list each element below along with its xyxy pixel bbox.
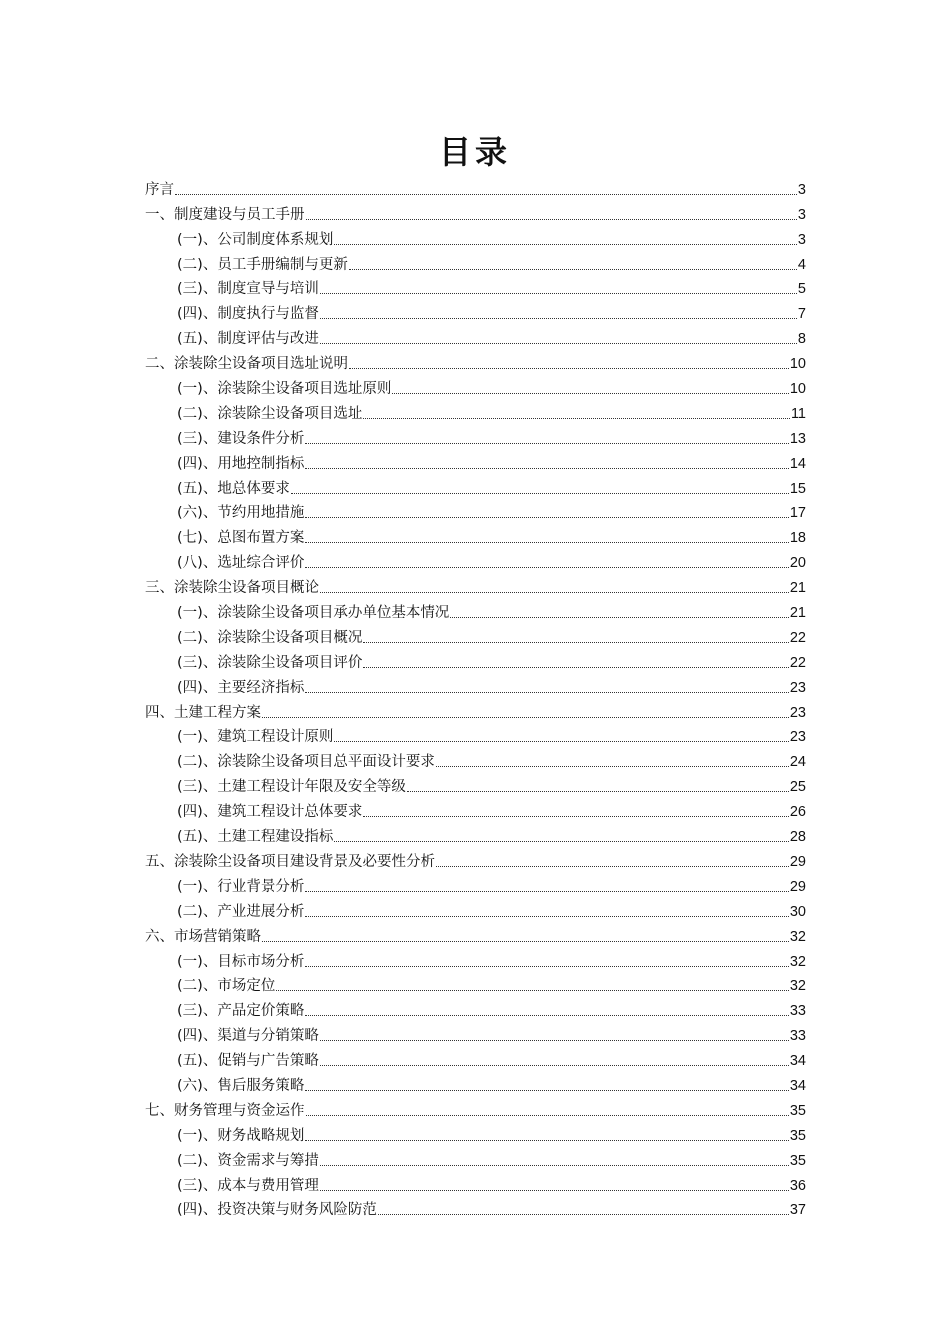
toc-entry-page-number: 37 [789,1202,806,1219]
toc-entry-page-number: 4 [797,256,806,273]
toc-entry-page-number: 22 [789,629,806,646]
toc-entry-page-number: 35 [789,1127,806,1144]
toc-entry[interactable] [145,449,806,474]
toc-entry-text: (六)、售后服务策略 [177,1077,305,1094]
toc-entry[interactable] [145,1196,806,1221]
toc-entry[interactable] [145,1096,806,1121]
toc-dot-leader [305,468,789,469]
toc-entry[interactable] [145,250,806,275]
toc-entry-text: (五)、促销与广告策略 [177,1053,319,1070]
toc-entry-text: (三)、成本与费用管理 [177,1177,319,1194]
toc-entry-text: (六)、节约用地措施 [177,505,305,522]
toc-dot-leader [305,542,789,543]
toc-entry[interactable] [145,747,806,772]
toc-entry[interactable] [145,648,806,673]
toc-entry[interactable] [145,175,806,200]
toc-entry-page-number: 21 [789,605,806,622]
toc-dot-leader [305,692,789,693]
toc-dot-leader [378,1214,789,1215]
toc-entry[interactable] [145,947,806,972]
toc-entry[interactable] [145,474,806,499]
toc-entry-page-number: 22 [789,654,806,671]
toc-entry-page-number: 32 [789,978,806,995]
toc-dot-leader [334,244,797,245]
toc-dot-leader [436,866,789,867]
toc-entry-text: (四)、主要经济指标 [177,679,305,696]
toc-entry[interactable] [145,996,806,1021]
toc-dot-leader [320,1040,789,1041]
toc-dot-leader [450,617,789,618]
toc-entry-page-number: 3 [797,231,806,248]
toc-dot-leader [305,966,789,967]
toc-entry-text: (四)、建筑工程设计总体要求 [177,804,363,821]
toc-entry[interactable] [145,723,806,748]
toc-entry-page-number: 10 [789,381,806,398]
toc-entry-page-number: 20 [789,555,806,572]
toc-entry[interactable] [145,349,806,374]
toc-dot-leader [320,343,797,344]
toc-entry[interactable] [145,200,806,225]
toc-entry-text: (七)、总图布置方案 [177,530,305,547]
toc-entry-text: (一)、建筑工程设计原则 [177,729,334,746]
toc-entry-text: (一)、财务战略规划 [177,1127,305,1144]
toc-entry-text: (二)、员工手册编制与更新 [177,256,348,273]
toc-dot-leader [363,667,789,668]
toc-entry-page-number: 17 [789,505,806,522]
toc-dot-leader [306,1115,789,1116]
toc-dot-leader [291,493,789,494]
toc-entry[interactable] [145,897,806,922]
toc-entry-page-number: 35 [789,1102,806,1119]
toc-entry-text: (八)、选址综合评价 [177,555,305,572]
toc-entry[interactable] [145,922,806,947]
toc-entry-text: (一)、目标市场分析 [177,953,305,970]
toc-dot-leader [363,642,789,643]
toc-dot-leader [175,194,797,195]
toc-entry[interactable] [145,573,806,598]
toc-dot-leader [392,393,789,394]
toc-entry-page-number: 3 [797,206,806,223]
toc-entry-page-number: 23 [789,729,806,746]
toc-entry[interactable] [145,424,806,449]
toc-entry[interactable] [145,225,806,250]
toc-entry[interactable] [145,1171,806,1196]
toc-entry-page-number: 14 [789,455,806,472]
toc-entry-text: 六、市场营销策略 [145,928,261,945]
toc-entry-text: (一)、公司制度体系规划 [177,231,334,248]
toc-entry[interactable] [145,772,806,797]
toc-entry-text: (二)、涂装除尘设备项目概况 [177,629,363,646]
toc-entry-text: 序言 [145,181,174,198]
toc-entry-text: (一)、涂装除尘设备项目选址原则 [177,381,392,398]
toc-list [145,175,806,1220]
toc-entry[interactable] [145,374,806,399]
toc-entry[interactable] [145,1071,806,1096]
toc-entry-text: 七、财务管理与资金运作 [145,1102,305,1119]
toc-dot-leader [407,791,789,792]
toc-entry-page-number: 32 [789,953,806,970]
toc-entry-page-number: 34 [789,1077,806,1094]
toc-entry-text: (三)、产品定价策略 [177,1003,305,1020]
toc-entry[interactable] [145,847,806,872]
toc-entry-text: (四)、制度执行与监督 [177,306,319,323]
toc-dot-leader [306,219,797,220]
toc-entry-text: (四)、投资决策与财务风险防范 [177,1202,377,1219]
toc-dot-leader [320,293,797,294]
toc-entry-page-number: 5 [797,281,806,298]
toc-entry-text: (四)、用地控制指标 [177,455,305,472]
toc-entry-text: (一)、涂装除尘设备项目承办单位基本情况 [177,605,450,622]
toc-entry-page-number: 34 [789,1053,806,1070]
toc-entry-text: (三)、建设条件分析 [177,430,305,447]
toc-entry-page-number: 23 [789,704,806,721]
toc-entry-page-number: 25 [789,779,806,796]
toc-entry-page-number: 7 [797,306,806,323]
toc-dot-leader [320,318,797,319]
toc-entry-text: (三)、土建工程设计年限及安全等级 [177,779,406,796]
toc-dot-leader [305,916,789,917]
toc-entry[interactable] [145,499,806,524]
toc-entry[interactable] [145,698,806,723]
toc-dot-leader [320,1190,789,1191]
toc-entry-page-number: 36 [789,1177,806,1194]
toc-entry[interactable] [145,1021,806,1046]
toc-dot-leader [305,567,789,568]
toc-entry-text: (二)、涂装除尘设备项目选址 [177,405,363,422]
toc-dot-leader [305,1140,789,1141]
toc-entry-page-number: 23 [789,679,806,696]
toc-entry-page-number: 29 [789,878,806,895]
toc-dot-leader [320,1165,789,1166]
toc-entry-text: (三)、涂装除尘设备项目评价 [177,654,363,671]
toc-entry[interactable] [145,972,806,997]
toc-entry-page-number: 32 [789,928,806,945]
toc-entry[interactable] [145,324,806,349]
toc-entry-page-number: 21 [789,580,806,597]
toc-entry[interactable] [145,598,806,623]
toc-entry-text: (一)、行业背景分析 [177,878,305,895]
toc-entry[interactable] [145,797,806,822]
toc-dot-leader [262,941,789,942]
toc-dot-leader [349,269,797,270]
toc-entry-text: 一、制度建设与员工手册 [145,206,305,223]
toc-entry-text: 五、涂装除尘设备项目建设背景及必要性分析 [145,853,435,870]
toc-entry[interactable] [145,1046,806,1071]
toc-entry[interactable] [145,872,806,897]
toc-dot-leader [436,766,789,767]
toc-entry-text: (二)、产业进展分析 [177,903,305,920]
toc-entry-text: (五)、制度评估与改进 [177,331,319,348]
toc-entry-page-number: 3 [797,181,806,198]
toc-entry[interactable] [145,1146,806,1171]
toc-dot-leader [305,517,789,518]
toc-entry[interactable] [145,275,806,300]
toc-entry-page-number: 33 [789,1028,806,1045]
toc-dot-leader [276,990,789,991]
toc-entry-page-number: 33 [789,1003,806,1020]
toc-entry-page-number: 10 [789,356,806,373]
toc-dot-leader [349,368,789,369]
toc-dot-leader [305,443,789,444]
toc-entry[interactable] [145,1121,806,1146]
toc-dot-leader [334,841,789,842]
toc-entry-text: (三)、制度宣导与培训 [177,281,319,298]
toc-entry-page-number: 24 [789,754,806,771]
toc-entry-text: 三、涂装除尘设备项目概论 [145,580,319,597]
toc-title: 目录 [438,133,511,171]
toc-entry-text: (二)、涂装除尘设备项目总平面设计要求 [177,754,435,771]
toc-dot-leader [363,816,789,817]
toc-entry-page-number: 26 [789,804,806,821]
toc-dot-leader [320,1065,789,1066]
toc-entry-page-number: 11 [790,405,806,422]
toc-entry[interactable] [145,399,806,424]
toc-entry-page-number: 8 [797,331,806,348]
toc-entry-text: (二)、市场定位 [177,978,276,995]
toc-entry[interactable] [145,548,806,573]
toc-entry-text: (四)、渠道与分销策略 [177,1028,319,1045]
toc-entry-text: (二)、资金需求与筹措 [177,1152,319,1169]
toc-entry[interactable] [145,623,806,648]
toc-entry-page-number: 18 [789,530,806,547]
toc-dot-leader [363,418,790,419]
toc-entry[interactable] [145,299,806,324]
toc-entry-text: 二、涂装除尘设备项目选址说明 [145,356,348,373]
toc-entry[interactable] [145,673,806,698]
toc-entry-page-number: 13 [789,430,806,447]
toc-entry-page-number: 35 [789,1152,806,1169]
toc-entry[interactable] [145,523,806,548]
toc-entry-text: (五)、地总体要求 [177,480,290,497]
toc-dot-leader [320,592,789,593]
toc-dot-leader [305,1015,789,1016]
toc-dot-leader [262,717,789,718]
toc-entry-page-number: 28 [789,829,806,846]
toc-entry-page-number: 30 [789,903,806,920]
toc-entry-text: 四、土建工程方案 [145,704,261,721]
toc-dot-leader [334,741,789,742]
toc-dot-leader [305,891,789,892]
toc-entry-page-number: 29 [789,853,806,870]
toc-entry-text: (五)、土建工程建设指标 [177,829,334,846]
toc-entry-page-number: 15 [789,480,806,497]
toc-dot-leader [305,1090,789,1091]
toc-entry[interactable] [145,822,806,847]
